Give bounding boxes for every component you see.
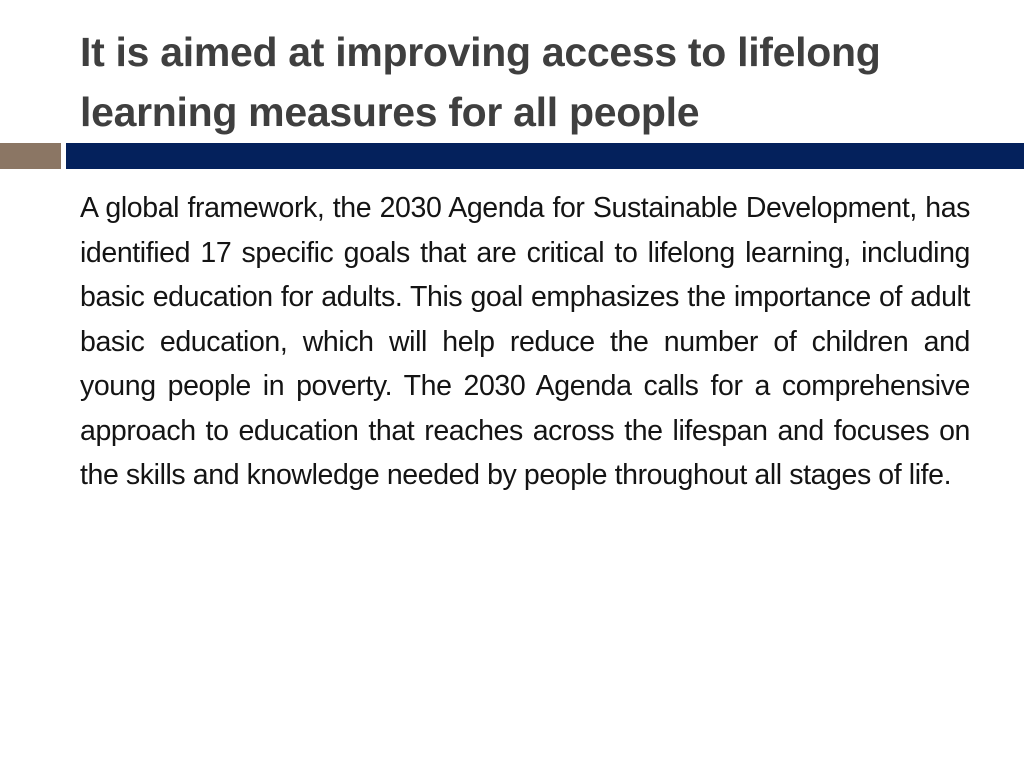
slide-title: It is aimed at improving access to lifelong learning measures for all people <box>80 29 881 135</box>
title-divider-accent <box>0 143 61 169</box>
title-divider-bar <box>66 143 1024 169</box>
slide-body-text: A global framework, the 2030 Agenda for Sustainable Development, has identified 17 specific goals that are critical to lifelong learning, including basic education for adults. This goal emphasizes the importance of adult basic education, which will help reduce the number of children and young people in poverty. The 2030 Agenda calls for a comprehensive approach to education that reaches across the lifespan and focuses on the skills and knowledge needed by people throughout all stages of life. <box>80 192 970 491</box>
